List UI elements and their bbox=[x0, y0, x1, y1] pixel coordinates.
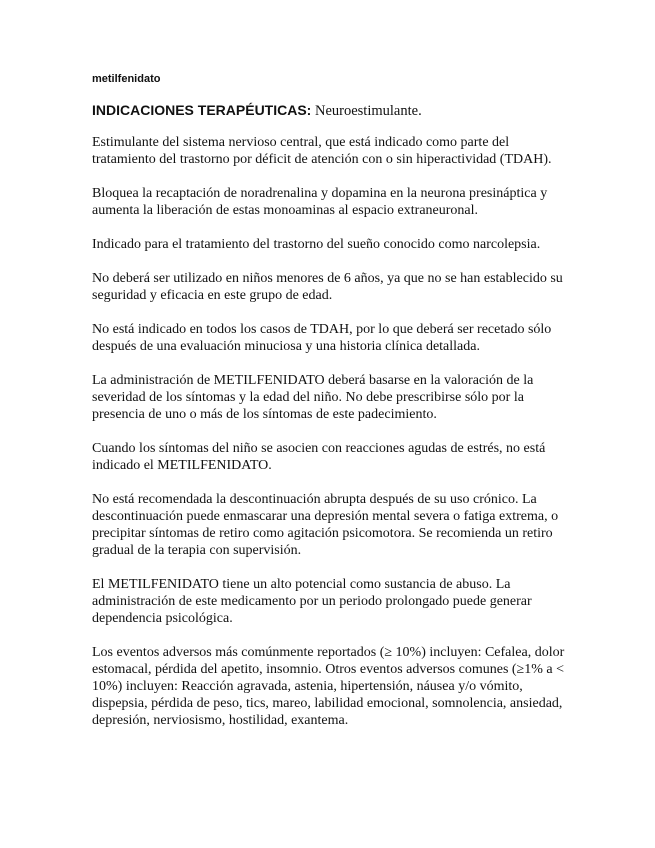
section-heading-subtitle: Neuroestimulante. bbox=[311, 103, 422, 119]
paragraph-1: Estimulante del sistema nervioso central, que está indicado como parte del tratamiento del trastorno por déficit de atención con o sin hiperactividad (TDAH). bbox=[92, 135, 552, 167]
paragraph-6: La administración de METILFENIDATO deberá basarse en la valoración de la severidad de los síntomas y la edad del niño. No debe prescribirse sólo por la presencia de uno o más de los síntomas de este padecimiento. bbox=[92, 373, 534, 422]
paragraph-9: El METILFENIDATO tiene un alto potencial como sustancia de abuso. La administración de este medicamento por un periodo prolongado puede generar dependencia psicológica. bbox=[92, 577, 532, 626]
paragraph-3: Indicado para el tratamiento del trastorno del sueño conocido como narcolepsia. bbox=[92, 237, 541, 252]
paragraph-2: Bloquea la recaptación de noradrenalina y dopamina en la neurona presináptica y aumenta la liberación de estas monoaminas al espacio extraneuronal. bbox=[92, 186, 548, 218]
document-label: metilfenidato bbox=[92, 73, 161, 85]
paragraph-8: No está recomendada la descontinuación abrupta después de su uso crónico. La descontinuación puede enmascarar una depresión mental severa o fatiga extrema, o precipitar síntomas de retiro como agitación psicomotora. Se recomienda un retiro gradual de la terapia con supervisión. bbox=[92, 492, 559, 558]
paragraph-4: No deberá ser utilizado en niños menores de 6 años, ya que no se han establecido su seguridad y eficacia en este grupo de edad. bbox=[92, 271, 563, 303]
document-page bbox=[92, 72, 572, 746]
paragraph-10: Los eventos adversos más comúnmente reportados (≥ 10%) incluyen: Cefalea, dolor estomacal, pérdida del apetito, insomnio. Otros eventos adversos comunes (≥1% a < 10%) incluyen: Reacción agravada, astenia, hipertensión, náusea y/o vómito, dispepsia, pérdida de peso, tics, mareo, labilidad emocional, somnolencia, ansiedad, depresión, nerviosismo, hostilidad, exantema. bbox=[92, 645, 565, 728]
paragraph-5: No está indicado en todos los casos de TDAH, por lo que deberá ser recetado sólo después de una evaluación minuciosa y una historia clínica detallada. bbox=[92, 322, 552, 354]
section-heading bbox=[92, 101, 572, 120]
section-heading-title: INDICACIONES TERAPÉUTICAS: bbox=[92, 102, 312, 118]
paragraph-7: Cuando los síntomas del niño se asocien con reacciones agudas de estrés, no está indicado el METILFENIDATO. bbox=[92, 441, 546, 473]
